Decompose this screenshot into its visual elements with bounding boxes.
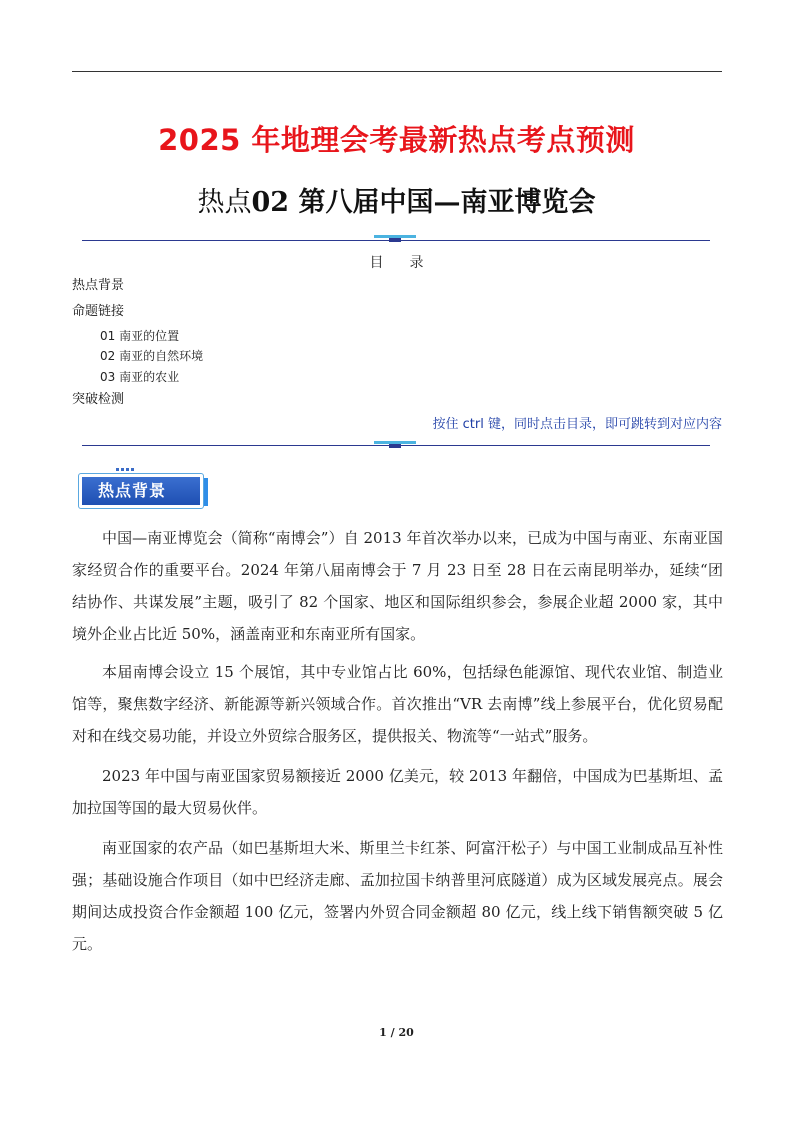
section-heading: 热点背景 xyxy=(82,477,200,505)
page-number: 1 / 20 xyxy=(379,1026,414,1039)
dots-icon xyxy=(116,468,136,471)
toc-item-agriculture[interactable]: 03 南亚的农业 xyxy=(100,370,180,384)
paragraph-1: 中国—南亚博览会（简称“南博会”）自 2013 年首次举办以来，已成为中国与南亚、东南亚国家经贸合作的重要平台。2024 年第八届南博会于 7 月 23 日至 28 日在云南昆明举办，延续“团结协作、共谋发展”主题，吸引了 82 个国家、地区和国际组织参会，参展企业超 2000 家，其中境外企业占比近 50%，涵盖南亚和东南亚所有国家。 xyxy=(72,529,723,643)
title-text: 02 第八届中国—南亚博览会 xyxy=(251,187,596,218)
toc-title: 目录 xyxy=(369,255,450,271)
paragraph-3: 2023 年中国与南亚国家贸易额接近 2000 亿美元，较 2013 年翻倍，中国成为巴基斯坦、孟加拉国等国的最大贸易伙伴。 xyxy=(72,767,723,817)
header-rule xyxy=(72,71,722,72)
section-heading-badge xyxy=(78,468,208,510)
paragraph-4: 南亚国家的农产品（如巴基斯坦大米、斯里兰卡红茶、阿富汗松子）与中国工业制成品互补性强；基础设施合作项目（如中巴经济走廊、孟加拉国卡纳普里河底隧道）成为区域发展亮点。展会期间达成投资合作金额超 100 亿元，签署内外贸合同金额超 80 亿元，线上线下销售额突破 5 亿元。 xyxy=(72,839,723,953)
toc-item-links[interactable]: 命题链接 xyxy=(72,304,125,319)
toc-hint: 按住 ctrl 键，同时点击目录，即可跳转到对应内容 xyxy=(432,417,722,432)
page-title xyxy=(0,180,793,219)
toc-item-environment[interactable]: 02 南亚的自然环境 xyxy=(100,349,204,363)
divider-ornament-icon xyxy=(374,235,416,242)
paragraph-2: 本届南博会设立 15 个展馆，其中专业馆占比 60%，包括绿色能源馆、现代农业馆、制造业馆等，聚焦数字经济、新能源等新兴领域合作。首次推出“VR 去南博”线上参展平台，优化贸易配对和在线交易功能，并设立外贸综合服务区，提供报关、物流等“一站式”服务。 xyxy=(72,663,723,745)
title-prefix: 热点 xyxy=(197,187,252,218)
toc-item-background[interactable]: 热点背景 xyxy=(72,278,125,293)
divider-ornament-icon xyxy=(374,441,416,448)
exam-title: 2025 年地理会考最新热点考点预测 xyxy=(158,123,635,157)
toc-item-test[interactable]: 突破检测 xyxy=(72,392,125,407)
toc-item-location[interactable]: 01 南亚的位置 xyxy=(100,329,180,343)
